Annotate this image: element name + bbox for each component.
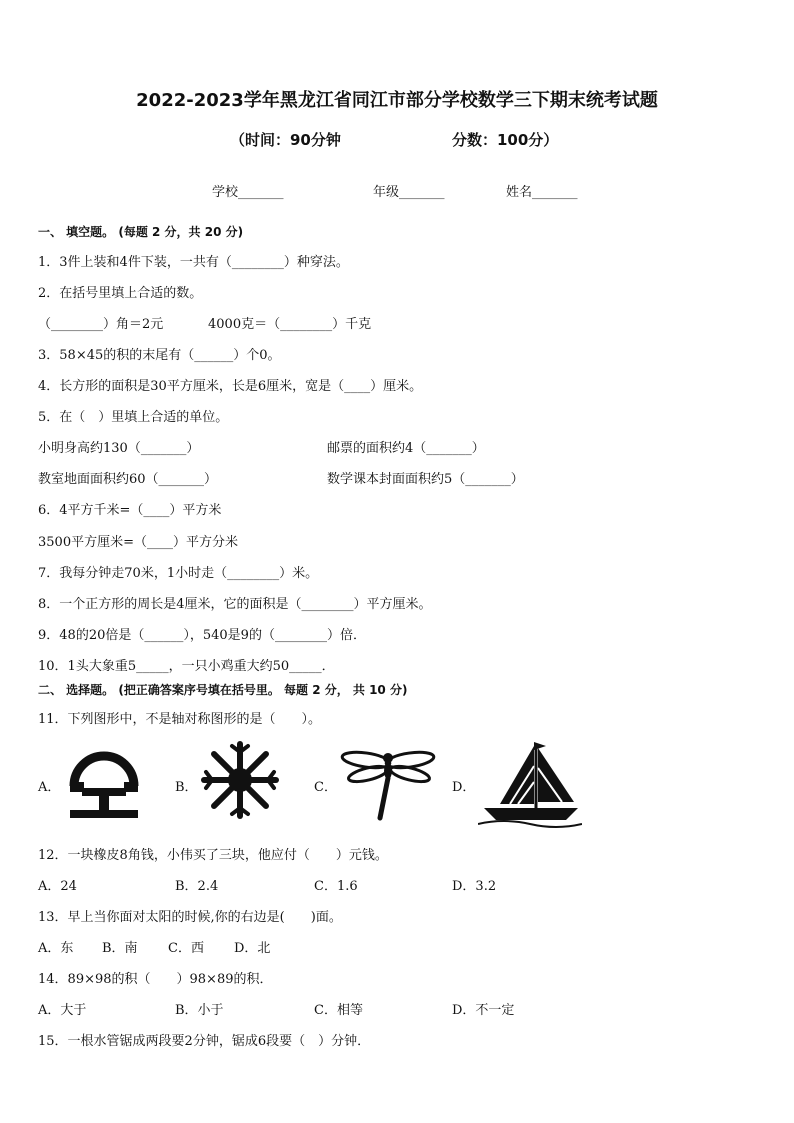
q11-option-b-label: B． (175, 780, 198, 795)
q11-option-d-label: D． (452, 780, 476, 795)
snowflake-icon (200, 740, 280, 820)
subway-logo-icon (62, 740, 146, 824)
grade-field[interactable]: 年级_______ (373, 185, 445, 200)
question-7: 7．我每分钟走70米，1小时走（________）米。 (38, 566, 319, 581)
q13-option-c[interactable]: C．西 (168, 941, 204, 956)
school-field[interactable]: 学校_______ (212, 185, 284, 200)
question-2-blank-b: 4000克＝（________）千克 (208, 317, 372, 332)
q12-option-c[interactable]: C．1.6 (314, 879, 358, 894)
q14-option-d[interactable]: D．不一定 (452, 1003, 515, 1018)
question-6-b: 3500平方厘米=（____）平方分米 (38, 535, 238, 550)
q11-option-c-label: C． (314, 780, 337, 795)
question-15: 15．一根水管锯成两段要2分钟，锯成6段要（ ）分钟． (38, 1034, 371, 1049)
q13-option-d[interactable]: D．北 (234, 941, 271, 956)
question-5-item-a: 小明身高约130（_______） (38, 441, 200, 456)
question-4: 4．长方形的面积是30平方厘米，长是6厘米，宽是（____）厘米。 (38, 379, 423, 394)
question-11: 11．下列图形中，不是轴对称图形的是（ ）。 (38, 712, 322, 727)
question-8: 8．一个正方形的周长是4厘米，它的面积是（________）平方厘米。 (38, 597, 432, 612)
dragonfly-icon (340, 744, 436, 822)
question-5-item-b: 邮票的面积约4（_______） (327, 441, 485, 456)
question-10: 10．1头大象重5_____，一只小鸡重大约50_____． (38, 659, 335, 674)
question-12: 12．一块橡皮8角钱，小伟买了三块，他应付（ ）元钱。 (38, 848, 388, 863)
question-14: 14．89×98的积（ ）98×89的积． (38, 972, 273, 987)
question-5-item-d: 数学课本封面面积约5（_______） (327, 472, 524, 487)
q13-option-b[interactable]: B．南 (102, 941, 138, 956)
q11-option-a-label: A． (38, 780, 61, 795)
question-13: 13．早上当你面对太阳的时候,你的右边是( )面。 (38, 910, 342, 925)
q12-option-d[interactable]: D．3.2 (452, 879, 497, 894)
q14-option-c[interactable]: C．相等 (314, 1003, 363, 1018)
question-3: 3．58×45的积的末尾有（______）个0。 (38, 348, 281, 363)
sailboat-icon (478, 738, 582, 828)
question-9: 9．48的20倍是（______），540是9的（________）倍． (38, 628, 366, 643)
question-5-item-c: 教室地面面积约60（_______） (38, 472, 218, 487)
question-6-a: 6．4平方千米=（____）平方米 (38, 503, 222, 518)
q14-option-a[interactable]: A．大于 (38, 1003, 87, 1018)
q12-option-b[interactable]: B．2.4 (175, 879, 219, 894)
name-field[interactable]: 姓名_______ (506, 185, 578, 200)
page-title: 2022-2023学年黑龙江省同江市部分学校数学三下期末统考试题 (136, 90, 658, 111)
question-2: 2．在括号里填上合适的数。 (38, 286, 203, 301)
q13-option-a[interactable]: A．东 (38, 941, 74, 956)
exam-time: （时间：90分钟 (230, 131, 341, 149)
section-1-heading: 一、 填空题。 (每题 2 分，共 20 分) (38, 225, 244, 239)
q14-option-b[interactable]: B．小于 (175, 1003, 224, 1018)
question-2-blank-a: （________）角＝2元 (38, 317, 164, 332)
question-1: 1．3件上装和4件下装，一共有（________）种穿法。 (38, 255, 349, 270)
exam-score: 分数：100分） (452, 131, 559, 149)
section-2-heading: 二、 选择题。 (把正确答案序号填在括号里。 每题 2 分， 共 10 分) (38, 683, 408, 697)
question-5: 5．在（ ）里填上合适的单位。 (38, 410, 229, 425)
q12-option-a[interactable]: A．24 (38, 879, 77, 894)
